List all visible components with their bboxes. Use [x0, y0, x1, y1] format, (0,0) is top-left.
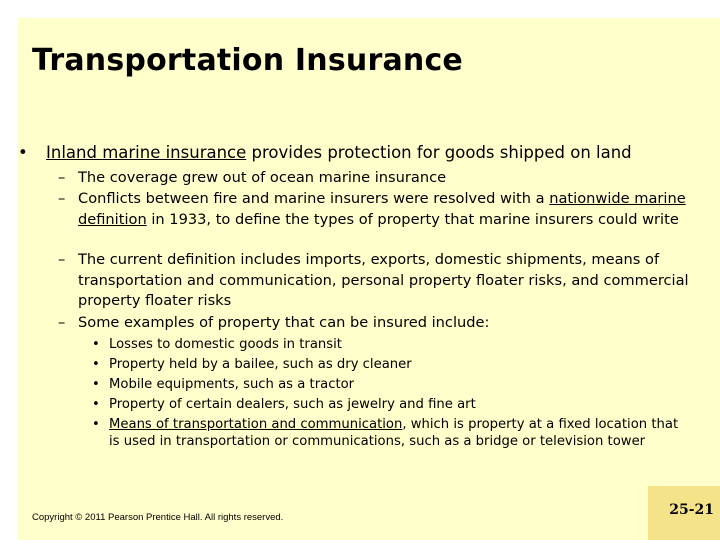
copyright-notice: Copyright © 2011 Pearson Prentice Hall. All rights reserved.	[32, 512, 284, 523]
sub-point-text: The coverage grew out of ocean marine insurance	[78, 169, 447, 186]
page-number-box	[648, 486, 720, 540]
dash-icon: –	[58, 169, 66, 186]
page-number: 25-21	[669, 502, 714, 518]
example-text: Mobile equipments, such as a tractor	[109, 377, 355, 392]
bullet-icon: •	[92, 357, 100, 372]
left-border	[0, 0, 18, 540]
means-link[interactable]: Means of transportation and communication	[109, 417, 403, 432]
example-text: Property held by a bailee, such as dry cleaner	[109, 357, 412, 372]
bullet-icon: •	[92, 377, 100, 392]
bullet-icon: •	[92, 417, 100, 432]
sub-point-text	[78, 189, 698, 230]
dash-icon: –	[58, 251, 66, 268]
sub-point-pre: Conflicts between fire and marine insurers were resolved with a	[78, 190, 550, 207]
sub-point-post: in 1933, to define the types of property that marine insurers could write	[146, 210, 679, 228]
sub-point-text: The current definition includes imports, exports, domestic shipments, means of transportation and communication, personal property floater risks, and commercial property floater risks	[78, 251, 689, 309]
sub-point-text: Some examples of property that can be insured include:	[78, 314, 490, 331]
slide-title: Transportation Insurance	[32, 43, 463, 78]
term-link[interactable]: Inland marine insurance	[46, 143, 247, 162]
dash-icon: –	[58, 314, 66, 331]
bullet-icon: •	[92, 397, 100, 412]
definition-link[interactable]: nationwide marine definition	[78, 190, 686, 228]
bullet-icon: •	[92, 337, 100, 352]
example-rest: , which is property at a fixed location that is used in transportation or communications, such as a bridge or television tower	[109, 417, 679, 449]
example-text: Property of certain dealers, such as jewelry and fine art	[109, 397, 476, 412]
dash-icon: –	[58, 190, 66, 207]
top-border	[0, 0, 720, 18]
bullet-icon: •	[18, 143, 28, 162]
main-point-rest: provides protection for goods shipped on land	[246, 143, 632, 162]
example-text: Losses to domestic goods in transit	[109, 337, 342, 352]
main-point-text	[46, 142, 632, 163]
example-text	[109, 416, 689, 450]
